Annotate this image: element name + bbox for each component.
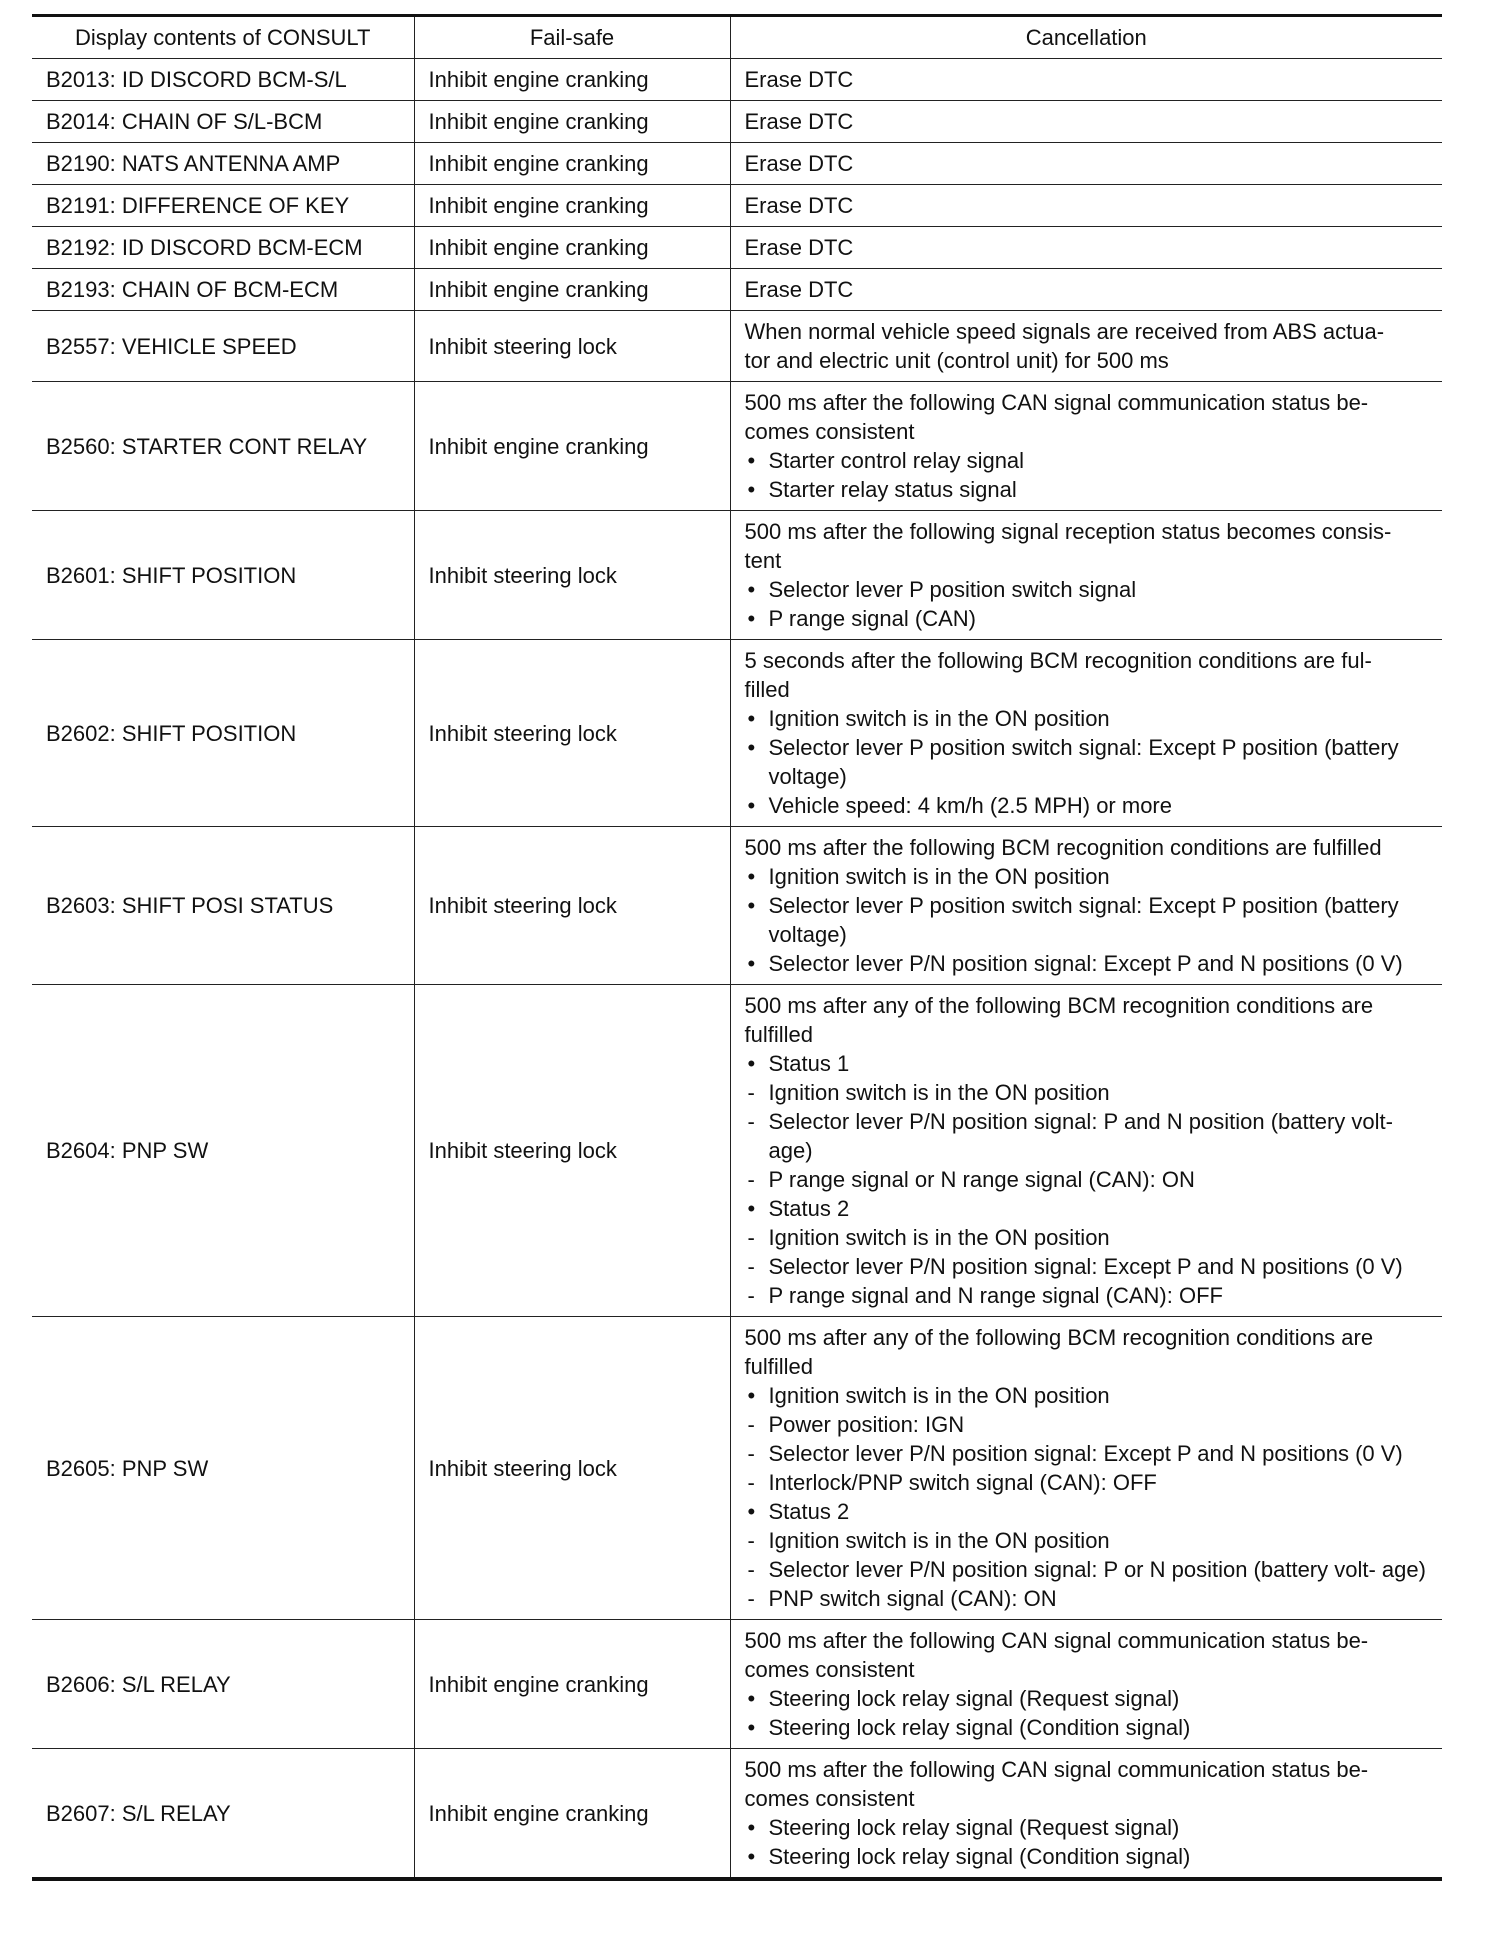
bullet-item [745, 1381, 1429, 1410]
table-row [32, 227, 1442, 269]
dash-item [745, 1439, 1429, 1468]
dash-marker: - [747, 1109, 755, 1134]
item-text: Ignition switch is in the ON position [768, 1383, 1110, 1408]
item-text: Power position: IGN [768, 1412, 965, 1437]
cancellation-cell [730, 1620, 1442, 1749]
cancellation-cell [730, 185, 1442, 227]
bullet-marker: • [747, 1686, 756, 1711]
item-text: Ignition switch is in the ON position [768, 864, 1110, 889]
cancellation-text: fulfilled [744, 1354, 813, 1379]
bullet-item [745, 1842, 1429, 1871]
display-contents-cell: B2604: PNP SW [32, 985, 414, 1317]
display-contents-cell: B2601: SHIFT POSITION [32, 511, 414, 640]
fail-safe-cell: Inhibit engine cranking [414, 101, 730, 143]
cancellation-text: Erase DTC [744, 67, 854, 92]
fail-safe-cell: Inhibit steering lock [414, 985, 730, 1317]
item-text: Selector lever P position switch signal [768, 577, 1137, 602]
item-text: Vehicle speed: 4 km/h (2.5 MPH) or more [768, 793, 1172, 818]
bullet-marker: • [747, 1844, 756, 1869]
bullet-marker: • [747, 606, 756, 631]
item-text: Selector lever P/N position signal: Except P and N positions (0 V) [768, 1441, 1403, 1466]
cancellation-cell [730, 1317, 1442, 1620]
display-contents-cell: B2606: S/L RELAY [32, 1620, 414, 1749]
cancellation-cell [730, 1749, 1442, 1880]
cancellation-text: 500 ms after the following CAN signal communication status be- [744, 1757, 1369, 1782]
fail-safe-cell: Inhibit steering lock [414, 1317, 730, 1620]
display-contents-cell: B2190: NATS ANTENNA AMP [32, 143, 414, 185]
dash-item [745, 1165, 1429, 1194]
bullet-item [745, 1497, 1429, 1526]
cancellation-cell [730, 101, 1442, 143]
bullet-item [745, 862, 1429, 891]
dash-marker: - [747, 1528, 755, 1553]
fail-safe-cell: Inhibit steering lock [414, 511, 730, 640]
display-contents-cell: B2191: DIFFERENCE OF KEY [32, 185, 414, 227]
fail-safe-table [32, 14, 1442, 1881]
bullet-item [745, 1684, 1429, 1713]
bullet-marker: • [747, 1815, 756, 1840]
header-cancellation: Cancellation [730, 16, 1442, 59]
dash-marker: - [747, 1412, 755, 1437]
dash-item [745, 1078, 1429, 1107]
cancellation-text: Erase DTC [744, 277, 854, 302]
item-text: Steering lock relay signal (Condition signal) [768, 1715, 1191, 1740]
bullet-item [745, 791, 1429, 820]
dash-marker: - [747, 1557, 755, 1582]
bullet-item [745, 575, 1429, 604]
table-row [32, 1317, 1442, 1620]
dash-item [745, 1223, 1429, 1252]
bullet-marker: • [747, 893, 756, 918]
table-row [32, 1620, 1442, 1749]
fail-safe-cell: Inhibit engine cranking [414, 382, 730, 511]
item-text: Selector lever P position switch signal: Except P position (battery voltage) [768, 735, 1399, 789]
fail-safe-cell: Inhibit engine cranking [414, 227, 730, 269]
cancellation-text: 5 seconds after the following BCM recognition conditions are ful- [744, 648, 1372, 673]
display-contents-cell: B2557: VEHICLE SPEED [32, 311, 414, 382]
display-contents-cell: B2192: ID DISCORD BCM-ECM [32, 227, 414, 269]
cancellation-cell [730, 382, 1442, 511]
dash-marker: - [747, 1586, 755, 1611]
bullet-marker: • [747, 1051, 756, 1076]
bullet-marker: • [747, 951, 756, 976]
table-row [32, 59, 1442, 101]
item-text: Status 2 [768, 1499, 850, 1524]
cancellation-text: comes consistent [744, 1657, 915, 1682]
dash-item [745, 1252, 1429, 1281]
table-row [32, 985, 1442, 1317]
dash-item [745, 1555, 1429, 1584]
cancellation-cell [730, 59, 1442, 101]
dash-marker: - [747, 1254, 755, 1279]
cancellation-cell [730, 985, 1442, 1317]
fail-safe-cell: Inhibit engine cranking [414, 143, 730, 185]
dash-marker: - [747, 1441, 755, 1466]
cancellation-text: 500 ms after any of the following BCM recognition conditions are [744, 993, 1374, 1018]
cancellation-text: comes consistent [744, 419, 915, 444]
cancellation-cell [730, 143, 1442, 185]
dash-item [745, 1107, 1429, 1165]
item-text: Starter control relay signal [768, 448, 1025, 473]
item-text: Ignition switch is in the ON position [768, 706, 1110, 731]
item-text: Status 1 [768, 1051, 850, 1076]
item-text: Interlock/PNP switch signal (CAN): OFF [768, 1470, 1157, 1495]
fail-safe-cell: Inhibit engine cranking [414, 1749, 730, 1880]
dash-marker: - [747, 1225, 755, 1250]
item-text: P range signal and N range signal (CAN): OFF [768, 1283, 1223, 1308]
cancellation-text: comes consistent [744, 1786, 915, 1811]
cancellation-text: tor and electric unit (control unit) for 500 ms [744, 348, 1169, 373]
bullet-marker: • [747, 1383, 756, 1408]
item-text: Selector lever P/N position signal: P or N position (battery volt- age) [768, 1557, 1426, 1582]
bullet-item [745, 604, 1429, 633]
dash-marker: - [747, 1470, 755, 1495]
item-text: Status 2 [768, 1196, 850, 1221]
table-row [32, 185, 1442, 227]
dash-marker: - [747, 1167, 755, 1192]
fail-safe-cell: Inhibit engine cranking [414, 269, 730, 311]
item-text: Starter relay status signal [768, 477, 1017, 502]
item-text: Selector lever P/N position signal: P and N position (battery volt- age) [768, 1109, 1393, 1163]
cancellation-text: 500 ms after the following CAN signal communication status be- [744, 390, 1369, 415]
cancellation-text: tent [744, 548, 782, 573]
cancellation-cell [730, 640, 1442, 827]
bullet-marker: • [747, 735, 756, 760]
table-row [32, 101, 1442, 143]
item-text: Selector lever P/N position signal: Except P and N positions (0 V) [768, 951, 1403, 976]
item-text: PNP switch signal (CAN): ON [768, 1586, 1057, 1611]
cancellation-text: 500 ms after any of the following BCM recognition conditions are [744, 1325, 1374, 1350]
item-text: Steering lock relay signal (Request signal) [768, 1815, 1180, 1840]
bullet-item [745, 1194, 1429, 1223]
bullet-item [745, 1049, 1429, 1078]
table-row [32, 1749, 1442, 1880]
header-row [32, 16, 1442, 59]
table-header [32, 16, 1442, 59]
cancellation-text: When normal vehicle speed signals are received from ABS actua- [744, 319, 1385, 344]
cancellation-text: Erase DTC [744, 109, 854, 134]
bullet-marker: • [747, 477, 756, 502]
item-text: Steering lock relay signal (Condition signal) [768, 1844, 1191, 1869]
cancellation-text: fulfilled [744, 1022, 813, 1047]
cancellation-text: 500 ms after the following BCM recognition conditions are fulfilled [744, 835, 1382, 860]
bullet-marker: • [747, 706, 756, 731]
display-contents-cell: B2607: S/L RELAY [32, 1749, 414, 1880]
item-text: Ignition switch is in the ON position [768, 1528, 1110, 1553]
bullet-item [745, 704, 1429, 733]
item-text: Ignition switch is in the ON position [768, 1225, 1110, 1250]
display-contents-cell: B2013: ID DISCORD BCM-S/L [32, 59, 414, 101]
dash-item [745, 1584, 1429, 1613]
item-text: Steering lock relay signal (Request signal) [768, 1686, 1180, 1711]
fail-safe-cell: Inhibit engine cranking [414, 59, 730, 101]
header-display-contents: Display contents of CONSULT [32, 16, 414, 59]
fail-safe-cell: Inhibit engine cranking [414, 1620, 730, 1749]
table-row [32, 311, 1442, 382]
bullet-item [745, 475, 1429, 504]
fail-safe-cell: Inhibit steering lock [414, 311, 730, 382]
table-row [32, 640, 1442, 827]
bullet-item [745, 1813, 1429, 1842]
dash-marker: - [747, 1080, 755, 1105]
item-text: Ignition switch is in the ON position [768, 1080, 1110, 1105]
cancellation-text: filled [744, 677, 790, 702]
table-row [32, 382, 1442, 511]
bullet-item [745, 446, 1429, 475]
cancellation-cell [730, 827, 1442, 985]
bullet-marker: • [747, 864, 756, 889]
display-contents-cell: B2603: SHIFT POSI STATUS [32, 827, 414, 985]
bullet-marker: • [747, 1196, 756, 1221]
cancellation-text: 500 ms after the following CAN signal communication status be- [744, 1628, 1369, 1653]
bullet-item [745, 1713, 1429, 1742]
bullet-marker: • [747, 577, 756, 602]
item-text: Selector lever P position switch signal: Except P position (battery voltage) [768, 893, 1399, 947]
display-contents-cell: B2560: STARTER CONT RELAY [32, 382, 414, 511]
cancellation-text: Erase DTC [744, 193, 854, 218]
fail-safe-cell: Inhibit engine cranking [414, 185, 730, 227]
item-text: Selector lever P/N position signal: Except P and N positions (0 V) [768, 1254, 1403, 1279]
cancellation-text: 500 ms after the following signal reception status becomes consis- [744, 519, 1392, 544]
bullet-marker: • [747, 1715, 756, 1740]
cancellation-cell [730, 311, 1442, 382]
display-contents-cell: B2605: PNP SW [32, 1317, 414, 1620]
cancellation-cell [730, 227, 1442, 269]
header-fail-safe: Fail-safe [414, 16, 730, 59]
item-text: P range signal (CAN) [768, 606, 976, 631]
table-row [32, 511, 1442, 640]
item-text: P range signal or N range signal (CAN): ON [768, 1167, 1195, 1192]
bullet-marker: • [747, 1499, 756, 1524]
document-page [32, 14, 1442, 1881]
cancellation-text: Erase DTC [744, 235, 854, 260]
dash-item [745, 1410, 1429, 1439]
bullet-item [745, 949, 1429, 978]
bullet-item [745, 733, 1429, 791]
fail-safe-cell: Inhibit steering lock [414, 827, 730, 985]
dash-item [745, 1526, 1429, 1555]
dash-marker: - [747, 1283, 755, 1308]
bullet-item [745, 891, 1429, 949]
table-row [32, 827, 1442, 985]
bullet-marker: • [747, 793, 756, 818]
cancellation-cell [730, 511, 1442, 640]
dash-item [745, 1281, 1429, 1310]
table-body [32, 59, 1442, 1880]
dash-item [745, 1468, 1429, 1497]
fail-safe-cell: Inhibit steering lock [414, 640, 730, 827]
bullet-marker: • [747, 448, 756, 473]
table-row [32, 269, 1442, 311]
display-contents-cell: B2602: SHIFT POSITION [32, 640, 414, 827]
table-row [32, 143, 1442, 185]
cancellation-cell [730, 269, 1442, 311]
display-contents-cell: B2193: CHAIN OF BCM-ECM [32, 269, 414, 311]
cancellation-text: Erase DTC [744, 151, 854, 176]
display-contents-cell: B2014: CHAIN OF S/L-BCM [32, 101, 414, 143]
